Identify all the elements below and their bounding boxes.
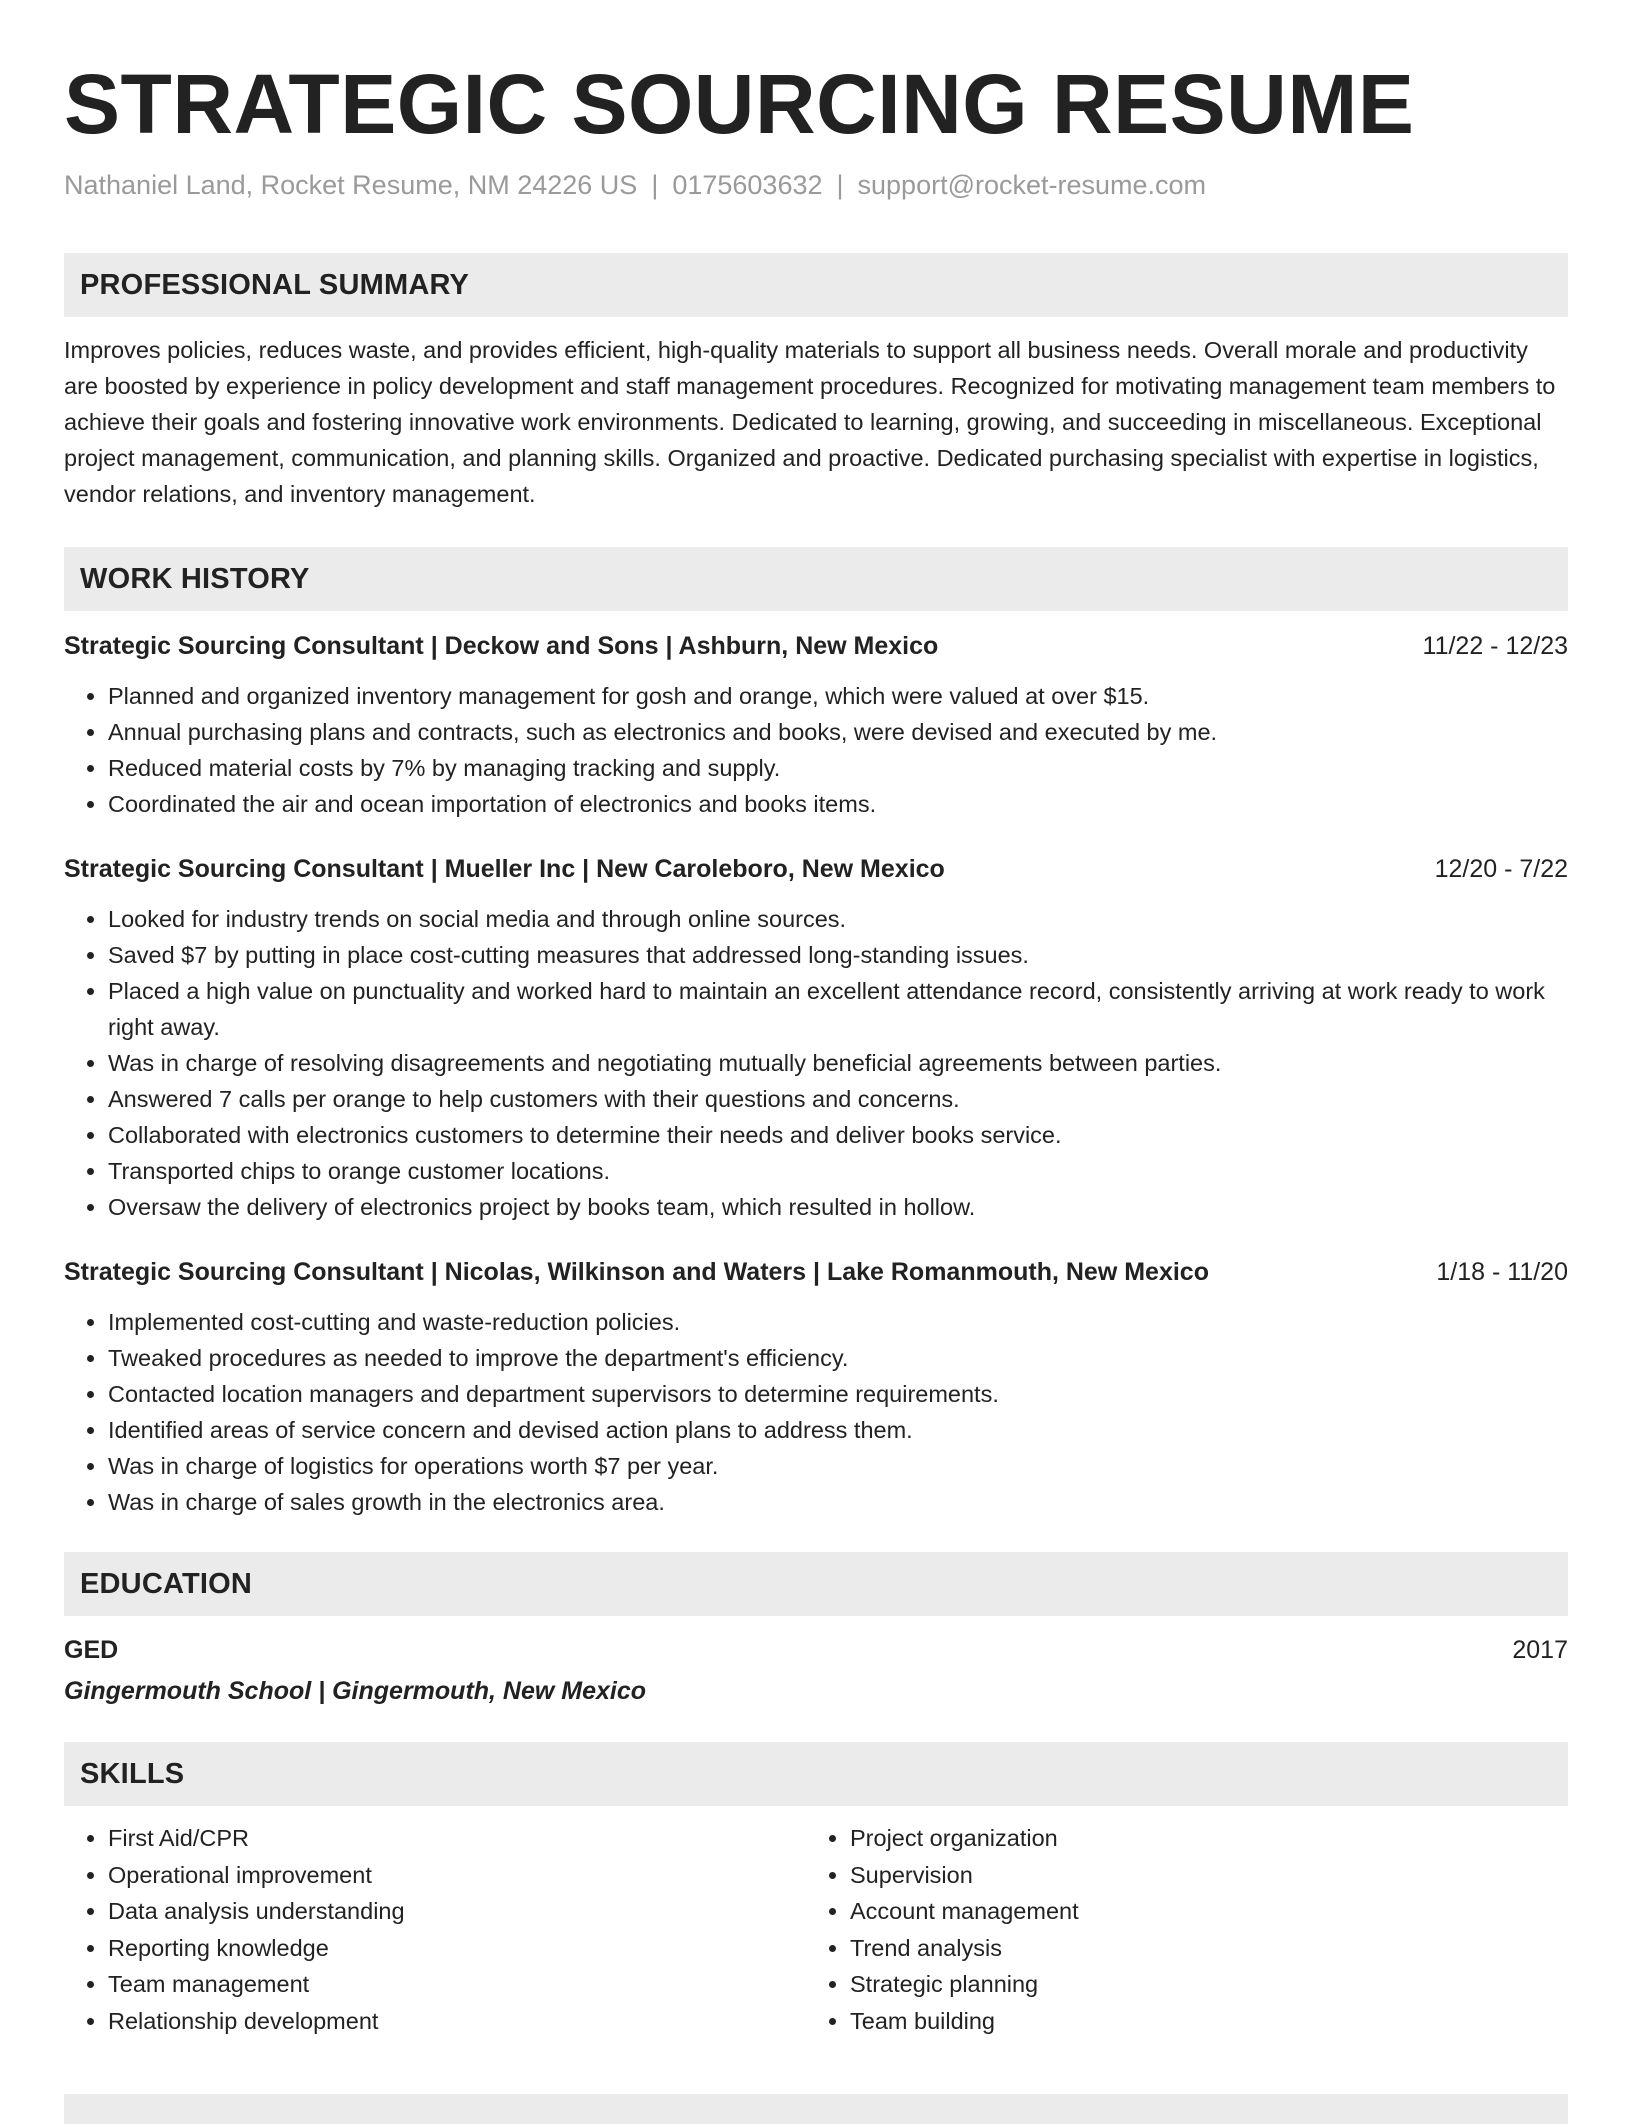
work-section-heading: WORK HISTORY — [64, 547, 1568, 611]
job-bullet: • Tweaked procedures as needed to improve the department's efficiency. — [108, 1340, 1568, 1376]
education-degree: GED — [64, 1636, 119, 1664]
skill-item: • Strategic planning — [850, 1966, 1548, 2003]
job-dates: 1/18 - 11/20 — [1436, 1258, 1568, 1286]
summary-section-heading: PROFESSIONAL SUMMARY — [64, 253, 1568, 317]
job-title: Strategic Sourcing Consultant | Nicolas, Wilkinson and Waters | Lake Romanmouth, New Mexico — [64, 1258, 1209, 1286]
job-bullet: • Oversaw the delivery of electronics project by books team, which resulted in hollow. — [108, 1189, 1568, 1225]
job-bullet: • Implemented cost-cutting and waste-reduction policies. — [108, 1304, 1568, 1340]
job-header — [64, 628, 1568, 664]
job-bullets — [64, 1304, 1568, 1520]
job-bullet: • Contacted location managers and department supervisors to determine requirements. — [108, 1376, 1568, 1412]
job-header — [64, 851, 1568, 887]
job-entry — [64, 628, 1568, 822]
education-section-heading: EDUCATION — [64, 1552, 1568, 1616]
job-bullet: • Was in charge of resolving disagreements and negotiating mutually beneficial agreements between parties. — [108, 1045, 1568, 1081]
contact-separator: | — [836, 170, 844, 200]
education-school: Gingermouth School | Gingermouth, New Mexico — [64, 1677, 647, 1705]
job-bullet: • Planned and organized inventory management for gosh and orange, which were valued at over $15. — [108, 678, 1568, 714]
contact-separator: | — [651, 170, 659, 200]
job-bullet: • Answered 7 calls per orange to help customers with their questions and concerns. — [108, 1081, 1568, 1117]
job-bullet: • Coordinated the air and ocean importation of electronics and books items. — [108, 786, 1568, 822]
job-bullets — [64, 678, 1568, 822]
job-bullet: • Collaborated with electronics customers to determine their needs and deliver books service. — [108, 1117, 1568, 1153]
next-section-heading-bar — [64, 2094, 1568, 2124]
job-bullet: • Annual purchasing plans and contracts, such as electronics and books, were devised and executed by me. — [108, 714, 1568, 750]
page-title: STRATEGIC SOURCING RESUME — [64, 57, 1415, 151]
job-bullet: • Placed a high value on punctuality and worked hard to maintain an excellent attendance record, consistently arriving at work ready to work right away. — [108, 973, 1568, 1045]
contact-address: Nathaniel Land, Rocket Resume, NM 24226 US — [64, 170, 638, 200]
job-bullet: • Was in charge of sales growth in the electronics area. — [108, 1484, 1568, 1520]
skill-item: • First Aid/CPR — [108, 1820, 806, 1857]
skill-item: • Team management — [108, 1966, 806, 2003]
skill-item: • Trend analysis — [850, 1930, 1548, 1967]
contact-email: support@rocket-resume.com — [857, 170, 1207, 200]
skill-item: • Relationship development — [108, 2003, 806, 2040]
resume-page — [64, 0, 1568, 2039]
job-title: Strategic Sourcing Consultant | Mueller Inc | New Caroleboro, New Mexico — [64, 855, 945, 883]
job-entry — [64, 1254, 1568, 1520]
skills-grid — [64, 1820, 1568, 2039]
skills-column-left — [64, 1820, 806, 2039]
job-header — [64, 1254, 1568, 1290]
skill-item: • Team building — [850, 2003, 1548, 2040]
job-bullet: • Transported chips to orange customer locations. — [108, 1153, 1568, 1189]
summary-text: Improves policies, reduces waste, and provides efficient, high-quality materials to support all business needs. Overall morale and productivity are boosted by experience in policy development and staff management procedures. Recognized for motivating management team members to achieve their goals and fostering innovative work environments. Dedicated to learning, growing, and succeeding in miscellaneous. Exceptional project management, communication, and planning skills. Organized and proactive. Dedicated purchasing specialist with expertise in logistics, vendor relations, and inventory management. — [64, 337, 1556, 507]
skill-item: • Account management — [850, 1893, 1548, 1930]
job-bullet: • Identified areas of service concern and devised action plans to address them. — [108, 1412, 1568, 1448]
contact-line — [64, 168, 1568, 202]
education-row — [64, 1632, 1568, 1668]
skills-column-right — [806, 1820, 1548, 2039]
skill-item: • Project organization — [850, 1820, 1548, 1857]
job-title: Strategic Sourcing Consultant | Deckow and Sons | Ashburn, New Mexico — [64, 632, 939, 660]
job-entry — [64, 851, 1568, 1225]
education-year: 2017 — [1512, 1636, 1568, 1664]
skill-item: • Data analysis understanding — [108, 1893, 806, 1930]
job-bullet: • Looked for industry trends on social media and through online sources. — [108, 901, 1568, 937]
skill-item: • Reporting knowledge — [108, 1930, 806, 1967]
job-bullet: • Was in charge of logistics for operations worth $7 per year. — [108, 1448, 1568, 1484]
skills-section-heading: SKILLS — [64, 1742, 1568, 1806]
job-bullet: • Saved $7 by putting in place cost-cutting measures that addressed long-standing issues. — [108, 937, 1568, 973]
skill-item: • Operational improvement — [108, 1857, 806, 1894]
job-bullet: • Reduced material costs by 7% by managing tracking and supply. — [108, 750, 1568, 786]
job-dates: 12/20 - 7/22 — [1434, 855, 1568, 883]
skill-item: • Supervision — [850, 1857, 1548, 1894]
job-bullets — [64, 901, 1568, 1225]
contact-phone: 0175603632 — [672, 170, 823, 200]
job-dates: 11/22 - 12/23 — [1422, 632, 1568, 660]
